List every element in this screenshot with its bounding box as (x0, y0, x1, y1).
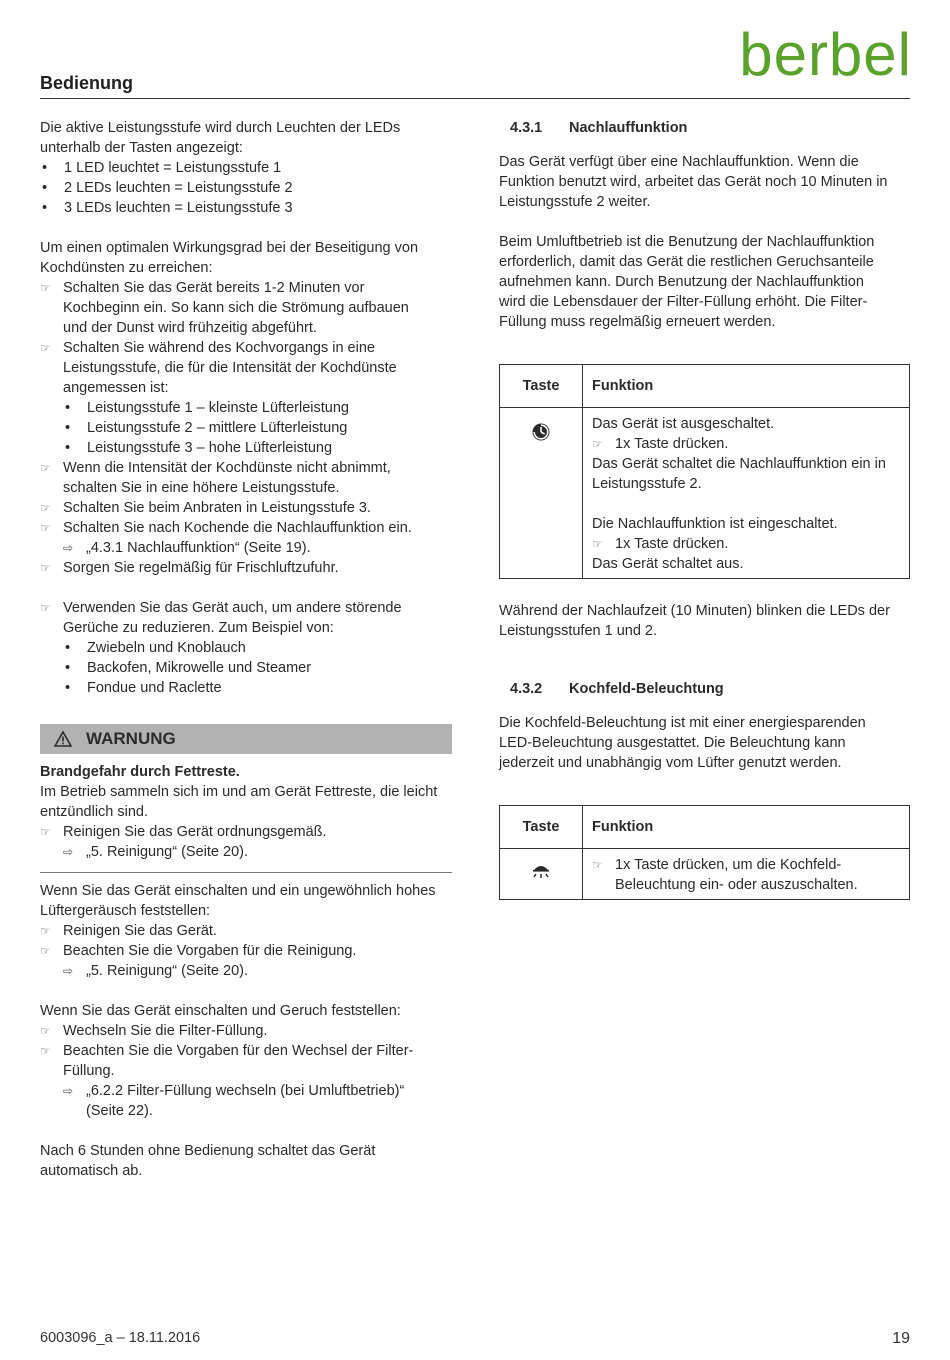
table-cell-text: Das Gerät ist ausgeschaltet. (592, 416, 775, 432)
step-item: ☞ Schalten Sie nach Kochende die Nachlauffunktion ein. (40, 520, 412, 536)
step-item: ☞ 1x Taste drücken. (592, 536, 729, 552)
bullet-icon: • (42, 160, 48, 176)
list-item: • Leistungsstufe 2 – mittlere Lüfterleistung (65, 420, 348, 436)
step-item: ☞ Verwenden Sie das Gerät auch, um andere störende Gerüche zu reduzieren. Zum Beispiel von: (40, 600, 402, 636)
cross-reference[interactable]: ⇨ „6.2.2 Filter-Füllung wechseln (bei Umluftbetrieb)“ (Seite 22). (63, 1083, 405, 1119)
paragraph: Leistungsstufe 2 weiter. (499, 194, 651, 210)
cross-reference[interactable]: ⇨ „5. Reinigung“ (Seite 20). (63, 963, 248, 979)
table-header (500, 806, 910, 849)
intro-line: Die aktive Leistungsstufe wird durch Leuchten der LEDs (40, 120, 401, 136)
pointing-hand-icon: ☞ (40, 601, 51, 615)
pointing-hand-icon: ☞ (592, 437, 603, 451)
paragraph: erforderlich, damit das Gerät die restlichen Geruchsanteile (499, 254, 874, 270)
step-item: ☞ Beachten Sie die Vorgaben für die Reinigung. (40, 943, 357, 959)
reference-arrow-icon: ⇨ (63, 845, 74, 859)
pointing-hand-icon: ☞ (40, 521, 51, 535)
bullet-icon: • (65, 400, 71, 416)
paragraph: Während der Nachlaufzeit (10 Minuten) blinken die LEDs der (499, 603, 890, 619)
table-row (500, 849, 910, 900)
pointing-hand-icon: ☞ (40, 825, 51, 839)
table-cell-text: Das Gerät schaltet aus. (592, 556, 744, 572)
list-item: • Backofen, Mikrowelle und Steamer (65, 660, 312, 676)
section-title: Bedienung (40, 73, 133, 93)
step-item: ☞ Wenn die Intensität der Kochdünste nicht abnimmt, schalten Sie in eine höhere Leistungsstufe. (40, 460, 391, 496)
bullet-icon: • (42, 180, 48, 196)
paragraph: Um einen optimalen Wirkungsgrad bei der Beseitigung von (40, 240, 419, 256)
page-number: 19 (892, 1330, 910, 1347)
function-table (499, 805, 910, 900)
step-item: ☞ 1x Taste drücken. (592, 436, 729, 452)
paragraph: Kochdünsten zu erreichen: (40, 260, 213, 276)
table-cell-text: Leistungsstufe 2. (592, 476, 702, 492)
paragraph: Leistungsstufen 1 und 2. (499, 623, 658, 639)
pointing-hand-icon: ☞ (40, 561, 51, 575)
document-id: 6003096_a – 18.11.2016 (40, 1330, 201, 1346)
step-item: ☞ Sorgen Sie regelmäßig für Frischluftzufuhr. (40, 560, 339, 576)
list-item: • 2 LEDs leuchten = Leistungsstufe 2 (42, 180, 293, 196)
table-header (500, 365, 910, 408)
lamp-button-icon (530, 871, 552, 887)
step-item: ☞ Schalten Sie während des Kochvorgangs in eine Leistungsstufe, die für die Intensität der Kochdünste angemessen ist: (40, 340, 397, 396)
subsection-number: 4.3.2 (510, 681, 543, 697)
reference-arrow-icon: ⇨ (63, 964, 74, 978)
paragraph: LED-Beleuchtung ausgestattet. Die Beleuchtung kann (499, 735, 846, 751)
right-column (499, 118, 910, 900)
pointing-hand-icon: ☞ (592, 537, 603, 551)
paragraph: Funktion benutzt wird, arbeitet das Gerät noch 10 Minuten in (499, 174, 888, 190)
step-item: ☞ Wechseln Sie die Filter-Füllung. (40, 1023, 268, 1039)
column-header: Funktion (583, 365, 910, 408)
function-table (499, 364, 910, 579)
step-item: ☞ Schalten Sie das Gerät bereits 1-2 Minuten vor Kochbeginn ein. So kann sich die Strömung aufbauen und der Dunst wird frühzeitig abgeführt. (40, 280, 409, 336)
lamp-button-cell (500, 849, 583, 900)
cross-reference[interactable]: ⇨ „4.3.1 Nachlauffunktion“ (Seite 19). (63, 540, 311, 556)
brand-logo: berbel (739, 21, 912, 88)
bullet-icon: • (42, 200, 48, 216)
bullet-icon: • (65, 420, 71, 436)
subsection-heading (499, 679, 910, 699)
step-item: ☞ Reinigen Sie das Gerät. (40, 923, 217, 939)
list-item: • Fondue und Raclette (65, 680, 222, 696)
column-header: Taste (500, 806, 583, 849)
paragraph: Nach 6 Stunden ohne Bedienung schaltet das Gerät (40, 1143, 376, 1159)
paragraph: Beim Umluftbetrieb ist die Benutzung der Nachlauffunktion (499, 234, 875, 250)
warning-title: Brandgefahr durch Fettreste. (40, 764, 240, 780)
list-item: • Zwiebeln und Knoblauch (65, 640, 246, 656)
pointing-hand-icon: ☞ (40, 1024, 51, 1038)
paragraph: jederzeit und unabhängig vom Lüfter genutzt werden. (499, 755, 842, 771)
paragraph: Lüftergeräusch feststellen: (40, 903, 211, 919)
pointing-hand-icon: ☞ (40, 1044, 51, 1058)
column-header: Taste (500, 365, 583, 408)
page-header (40, 21, 912, 99)
cross-reference[interactable]: ⇨ „5. Reinigung“ (Seite 20). (63, 844, 248, 860)
pointing-hand-icon: ☞ (40, 461, 51, 475)
warning-text: Im Betrieb sammeln sich im und am Gerät Fettreste, die leicht (40, 784, 438, 800)
paragraph: Füllung muss regelmäßig erneuert werden. (499, 314, 776, 330)
bullet-icon: • (65, 660, 71, 676)
pointing-hand-icon: ☞ (40, 944, 51, 958)
pointing-hand-icon: ☞ (40, 341, 51, 355)
step-item: ☞ Schalten Sie beim Anbraten in Leistungsstufe 3. (40, 500, 371, 516)
subsection-title: Nachlauffunktion (569, 120, 688, 136)
warning-text: entzündlich sind. (40, 804, 149, 820)
subsection-title: Kochfeld-Beleuchtung (569, 681, 724, 697)
paragraph: Das Gerät verfügt über eine Nachlauffunktion. Wenn die (499, 154, 859, 170)
pointing-hand-icon: ☞ (40, 501, 51, 515)
list-item: • 1 LED leuchtet = Leistungsstufe 1 (42, 160, 282, 176)
table-cell-text: Die Nachlauffunktion ist eingeschaltet. (592, 516, 838, 532)
list-item: • Leistungsstufe 1 – kleinste Lüfterleistung (65, 400, 349, 416)
bullet-icon: • (65, 440, 71, 456)
intro-line: unterhalb der Tasten angezeigt: (40, 140, 243, 156)
paragraph: Wenn Sie das Gerät einschalten und Geruch feststellen: (40, 1003, 401, 1019)
list-item: • Leistungsstufe 3 – hohe Lüfterleistung (65, 440, 333, 456)
warning-banner (40, 724, 452, 754)
timer-button-cell (500, 408, 583, 579)
step-item: ☞ 1x Taste drücken, um die Kochfeld- Beleuchtung ein- oder auszuschalten. (592, 857, 858, 893)
table-row (500, 408, 910, 579)
paragraph: Wenn Sie das Gerät einschalten und ein ungewöhnlich hohes (40, 883, 436, 899)
pointing-hand-icon: ☞ (40, 281, 51, 295)
pointing-hand-icon: ☞ (592, 858, 603, 872)
column-header: Funktion (583, 806, 910, 849)
bullet-icon: • (65, 680, 71, 696)
bullet-icon: • (65, 640, 71, 656)
subsection-number: 4.3.1 (510, 120, 543, 136)
warning-triangle-icon (54, 731, 72, 747)
list-item: • 3 LEDs leuchten = Leistungsstufe 3 (42, 200, 293, 216)
paragraph: aufnehmen kann. Durch Benutzung der Nachlauffunktion (499, 274, 864, 290)
paragraph: wird die Lebensdauer der Filter-Füllung erhöht. Die Filter- (499, 294, 868, 310)
warning-label: WARNUNG (86, 729, 176, 748)
pointing-hand-icon: ☞ (40, 924, 51, 938)
step-item: ☞ Beachten Sie die Vorgaben für den Wechsel der Filter- Füllung. (40, 1043, 414, 1079)
step-item: ☞ Reinigen Sie das Gerät ordnungsgemäß. (40, 824, 327, 840)
reference-arrow-icon: ⇨ (63, 541, 74, 555)
timer-button-icon (531, 430, 551, 446)
left-column (40, 118, 452, 1181)
paragraph: automatisch ab. (40, 1163, 143, 1179)
table-cell-text: Das Gerät schaltet die Nachlauffunktion ein in (592, 456, 886, 472)
subsection-heading (499, 118, 910, 138)
reference-arrow-icon: ⇨ (63, 1084, 74, 1098)
paragraph: Die Kochfeld-Beleuchtung ist mit einer energiesparenden (499, 715, 866, 731)
